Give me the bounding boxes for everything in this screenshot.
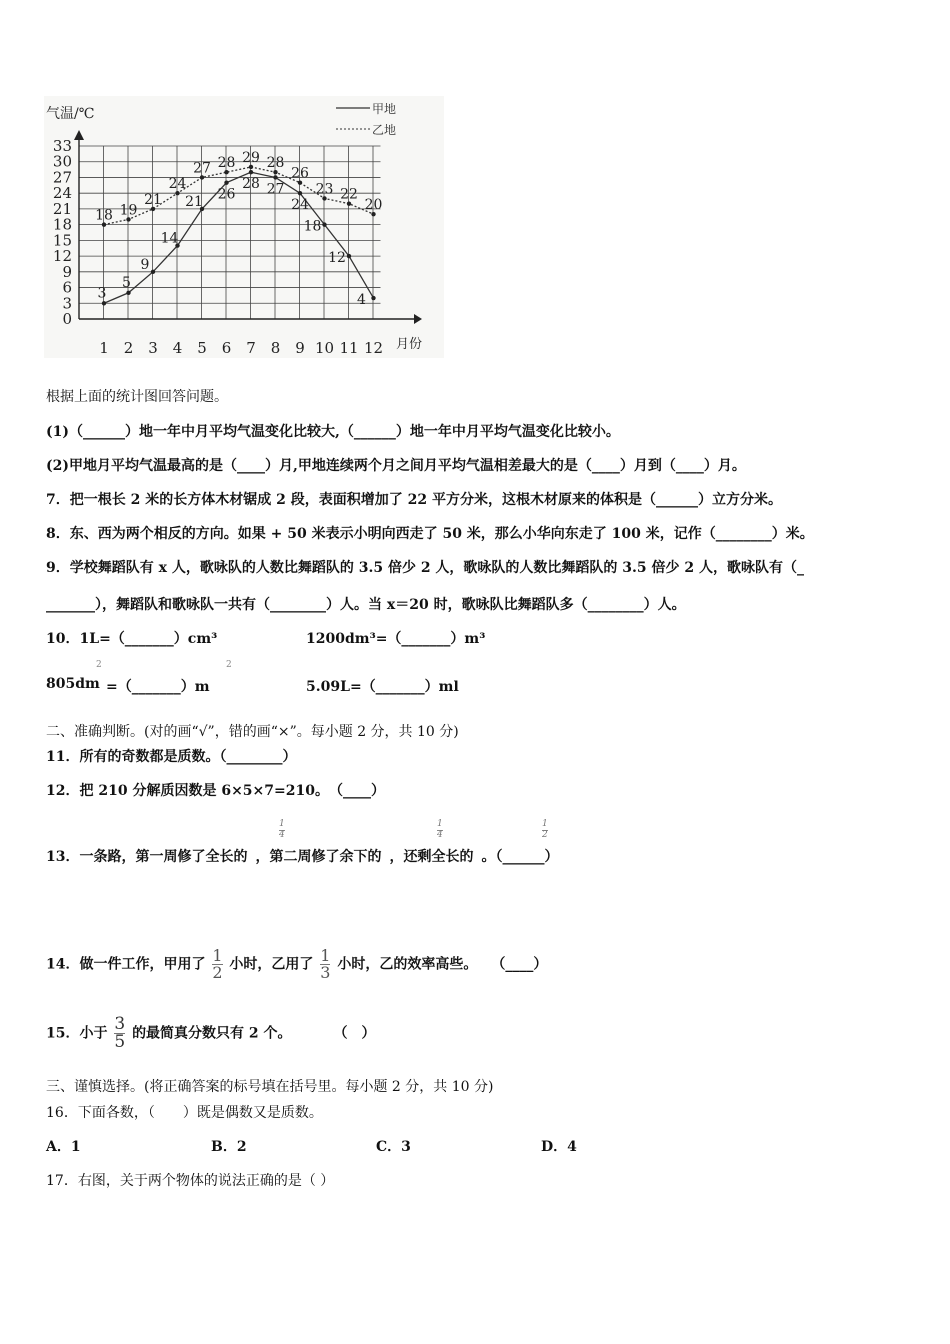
q14-text-a: 14．做一件工作，甲用了 xyxy=(46,956,206,973)
data-point-甲地 xyxy=(151,270,155,274)
chart-question-intro: 根据上面的统计图回答问题。 xyxy=(46,389,228,405)
y-tick-label: 27 xyxy=(52,168,72,187)
data-label-甲地: 14 xyxy=(160,230,179,247)
x-tick-label: 4 xyxy=(172,339,183,357)
y-tick-label: 12 xyxy=(52,247,72,266)
data-label-乙地: 27 xyxy=(193,160,211,177)
x-tick-label: 3 xyxy=(148,339,158,357)
y-tick-label: 24 xyxy=(52,184,72,203)
data-point-甲地 xyxy=(322,222,326,226)
question-12: 12．把 210 分解质因数是 6×5×7=210。 （____） xyxy=(46,783,385,799)
q16-option-c: C．3 xyxy=(376,1139,411,1155)
fraction-one-quarter: 1 4 xyxy=(437,819,443,840)
data-label-甲地: 12 xyxy=(328,250,346,267)
question-16: 16．下面各数，（ ）既是偶数又是质数。 xyxy=(46,1105,323,1121)
x-tick-label: 2 xyxy=(123,339,134,357)
data-label-乙地: 23 xyxy=(315,181,334,198)
data-label-乙地: 22 xyxy=(340,186,358,203)
data-label-乙地: 20 xyxy=(364,197,383,214)
q14-text-b: 小时，乙用了 xyxy=(229,956,314,973)
superscript-2: 2 xyxy=(226,660,232,670)
data-point-甲地 xyxy=(126,291,130,295)
x-tick-label: 5 xyxy=(197,339,207,357)
data-label-甲地: 27 xyxy=(266,181,285,198)
question-10-item-b: 1200dm³=（_______）m³ xyxy=(306,631,486,647)
legend-label-series-2: 乙地 xyxy=(372,123,397,137)
data-point-甲地 xyxy=(249,170,253,174)
question-7: 7．把一根长 2 米的长方体木材锯成 2 段，表面积增加了 22 平方分米，这根木材原来的体积是（______）立方分米。 xyxy=(46,492,782,508)
x-axis-arrow xyxy=(414,314,422,324)
q13-text-d: 。（______） xyxy=(481,849,559,865)
x-tick-label: 1 xyxy=(99,339,109,357)
y-tick-label: 21 xyxy=(52,199,72,218)
data-label-甲地: 5 xyxy=(122,274,131,291)
y-axis-label: 气温/℃ xyxy=(46,106,95,122)
data-label-乙地: 24 xyxy=(168,176,187,193)
data-label-甲地: 3 xyxy=(97,285,107,302)
superscript-2: 2 xyxy=(96,660,102,670)
q13-text-a: 13．一条路，第一周修了全长的 xyxy=(46,849,248,865)
data-label-甲地: 21 xyxy=(185,193,203,210)
question-8: 8．东、西为两个相反的方向。如果 + 50 米表示小明向西走了 50 米，那么小华向东走了 100 米，记作（________）米。 xyxy=(46,526,814,542)
question-6-part-2: (2)甲地月平均气温最高的是（____）月,甲地连续两个月之间月平均气温相差最大的是（____）月到（____）月。 xyxy=(46,458,746,474)
fraction-three-fifths: $\frac{3}{5}$ xyxy=(114,1014,126,1052)
data-label-乙地: 28 xyxy=(266,155,285,172)
q16-option-d: D．4 xyxy=(541,1139,577,1155)
question-10-item-c-left: 805dm xyxy=(46,676,100,692)
data-label-甲地: 9 xyxy=(140,256,150,273)
x-tick-label: 8 xyxy=(270,339,281,357)
data-point-甲地 xyxy=(298,191,302,195)
data-point-甲地 xyxy=(224,180,228,184)
y-tick-label: 18 xyxy=(52,215,72,234)
x-tick-label: 12 xyxy=(363,339,384,357)
data-label-甲地: 26 xyxy=(217,186,236,203)
fraction-one-quarter: 1 4 xyxy=(279,819,285,840)
data-point-甲地 xyxy=(102,301,106,305)
question-10-item-c-right: =（_______）m xyxy=(106,679,210,695)
data-label-乙地: 21 xyxy=(144,191,162,208)
data-label-乙地: 28 xyxy=(217,155,236,172)
x-tick-label: 10 xyxy=(314,339,335,357)
question-10-item-a: 10．1L=（_______）cm³ xyxy=(46,631,218,647)
data-label-甲地: 28 xyxy=(242,176,260,193)
y-tick-label: 9 xyxy=(62,262,72,281)
data-label-乙地: 18 xyxy=(95,207,113,224)
question-6-part-1: (1)（______）地一年中月平均气温变化比较大,（______）地一年中月平均气温变化比较小。 xyxy=(46,424,620,440)
question-9-line-1: 9．学校舞蹈队有 x 人，歌咏队的人数比舞蹈队的 3.5 倍少 2 人，歌咏队的人数比舞蹈队的 3.5 倍少 2 人，歌咏队有（_ xyxy=(46,560,805,576)
question-11: 11．所有的奇数都是质数。（________） xyxy=(46,749,297,765)
data-label-甲地: 24 xyxy=(291,197,309,214)
fraction-one-half: $\frac{1}{2}$ xyxy=(212,946,223,982)
question-13 xyxy=(46,846,558,866)
data-label-乙地: 29 xyxy=(242,149,260,166)
y-axis-arrow xyxy=(74,130,84,140)
q15-text-b: 的最简真分数只有 2 个。 （ ） xyxy=(132,1025,376,1042)
q15-text-a: 15．小于 xyxy=(46,1025,108,1042)
data-point-甲地 xyxy=(347,254,351,258)
question-9-line-2: _______），舞蹈队和歌咏队一共有（________）人。当 x＝20 时，歌咏队比舞蹈队多（________）人。 xyxy=(46,597,686,613)
y-tick-label: 15 xyxy=(52,231,72,250)
q16-option-b: B．2 xyxy=(211,1139,247,1155)
legend-label-series-1: 甲地 xyxy=(372,102,397,116)
x-tick-label: 7 xyxy=(246,339,256,357)
fraction-one-third: $\frac{1}{3}$ xyxy=(320,946,331,982)
fraction-one-half: 1 2 xyxy=(542,819,548,840)
q16-option-a: A．1 xyxy=(46,1139,81,1155)
data-point-甲地 xyxy=(273,175,277,179)
y-tick-label: 33 xyxy=(52,137,72,155)
y-tick-label: 6 xyxy=(62,278,72,297)
x-tick-label: 9 xyxy=(295,339,305,357)
section-3-heading: 三、谨慎选择。(将正确答案的标号填在括号里。每小题 2 分，共 10 分) xyxy=(46,1079,494,1095)
question-14 xyxy=(46,948,547,981)
x-tick-label: 11 xyxy=(339,339,359,357)
y-tick-label: 3 xyxy=(62,294,72,313)
data-label-乙地: 19 xyxy=(119,202,138,219)
question-15 xyxy=(46,1016,376,1051)
data-label-甲地: 18 xyxy=(303,218,322,235)
section-2-heading: 二、准确判断。(对的画“√”，错的画“×”。每小题 2 分，共 10 分) xyxy=(46,724,459,740)
y-tick-label: 30 xyxy=(52,152,72,171)
y-tick-label: 0 xyxy=(62,310,72,328)
q14-text-c: 小时，乙的效率高些。 （____） xyxy=(337,956,548,973)
question-17: 17．右图，关于两个物体的说法正确的是（ ） xyxy=(46,1173,335,1189)
question-10-item-d: 5.09L=（_______）ml xyxy=(306,679,459,695)
data-label-乙地: 26 xyxy=(291,165,309,182)
q13-text-b: ，第二周修了余下的 xyxy=(255,849,382,865)
data-point-甲地 xyxy=(371,296,375,300)
q13-text-c: ，还剩全长的 xyxy=(389,849,474,865)
temperature-line-chart xyxy=(44,96,444,358)
data-label-甲地: 4 xyxy=(357,292,366,309)
x-tick-label: 6 xyxy=(221,339,232,357)
x-axis-label: 月份 xyxy=(396,337,423,352)
